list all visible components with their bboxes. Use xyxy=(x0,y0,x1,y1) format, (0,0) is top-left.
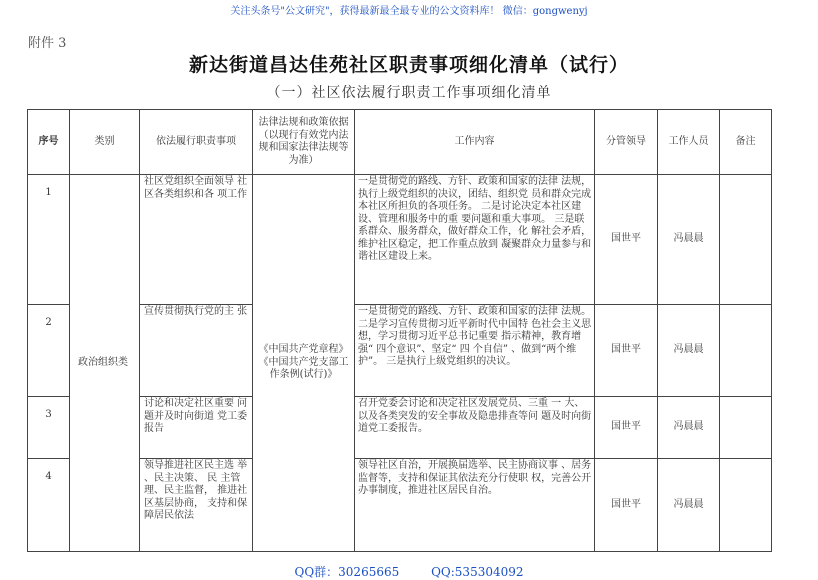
manager-cell: 国世平 xyxy=(595,397,658,459)
table-row xyxy=(28,397,772,459)
col-header-no: 序号 xyxy=(28,110,70,175)
table-row xyxy=(28,459,772,552)
qq-group-text: QQ群：30265665 xyxy=(294,565,400,579)
worker-cell: 冯晨晨 xyxy=(658,305,720,397)
table-row xyxy=(28,305,772,397)
table-header-row xyxy=(28,110,772,175)
row-number: 1 xyxy=(28,175,70,305)
remark-cell xyxy=(720,175,772,305)
remark-cell xyxy=(720,397,772,459)
worker-cell: 冯晨晨 xyxy=(658,175,720,305)
duty-table xyxy=(27,109,772,552)
qq-number-text: QQ:535304092 xyxy=(431,565,524,579)
page-title: 新达街道昌达佳苑社区职责事项细化清单（试行） xyxy=(188,54,629,76)
content-cell: 召开党委会讨论和决定社区发展党员、三重 一 大、以及各类突发的安全事故及隐患排查等问 题及时向街道党工委报告。 xyxy=(355,397,595,459)
attachment-label: 附件 3 xyxy=(28,36,67,51)
duty-cell: 讨论和决定社区重要 问题并及时向街道 党工委报告 xyxy=(140,397,253,459)
law-basis-cell: 《中国共产党章程》 《中国共产党支部工 作条例(试行)》 xyxy=(253,175,355,552)
duty-cell: 社区党组织全面领导 社区各类组织和各 项工作 xyxy=(140,175,253,305)
top-promo-note: 关注头条号"公文研究"，获得最新最全最专业的公文资料库！ 微信：gongwenyj xyxy=(230,6,588,17)
col-header-content: 工作内容 xyxy=(355,110,595,175)
row-number: 3 xyxy=(28,397,70,459)
category-cell: 政治组织类 xyxy=(70,175,140,552)
page-subtitle: （一）社区依法履行职责工作事项细化清单 xyxy=(266,85,552,101)
col-header-law: 法律法规和政策依据 （以现行有效党内法 规和国家法律法规等 为准） xyxy=(253,110,355,175)
worker-cell: 冯晨晨 xyxy=(658,459,720,552)
row-number: 2 xyxy=(28,305,70,397)
manager-cell: 国世平 xyxy=(595,305,658,397)
duty-cell: 领导推进社区民主选 举 、民主决策、 民 主管理、民主监督， 推进社区基层协商， 支持和保障居民依法 xyxy=(140,459,253,552)
col-header-remark: 备注 xyxy=(720,110,772,175)
table-row xyxy=(28,175,772,305)
worker-cell: 冯晨晨 xyxy=(658,397,720,459)
duty-cell: 宣传贯彻执行党的主 张 xyxy=(140,305,253,397)
col-header-category: 类别 xyxy=(70,110,140,175)
col-header-worker: 工作人员 xyxy=(658,110,720,175)
content-cell: 一是贯彻党的路线、方针、政策和国家的法律 法规，执行上级党组织的决议，团结、组织党 员和群众完成本社区所担负的各项任务。 二是讨论决定本社区建设、管理和服务中的重 要问题和重大事项。 三是联系群众、服务群众，做好群众工作，化 解社会矛盾，维护社区稳定，把工作重点放到 凝聚群众力量参与和谐社区建设上来。 xyxy=(355,175,595,305)
manager-cell: 国世平 xyxy=(595,459,658,552)
manager-cell: 国世平 xyxy=(595,175,658,305)
col-header-duty: 依法履行职责事项 xyxy=(140,110,253,175)
footer-contact xyxy=(0,563,818,580)
remark-cell xyxy=(720,459,772,552)
col-header-manager: 分管领导 xyxy=(595,110,658,175)
content-cell: 一是贯彻党的路线、方针、政策和国家的法律 法规。二是学习宣传贯彻习近平新时代中国特 色社会主义思想，学习贯彻习近平总书记重要 指示精神，教育增强“ 四个意识”、坚定“ 四 个自信” 、做到“两个维护”。 三是执行上级党组织的决议。 xyxy=(355,305,595,397)
content-cell: 领导社区自治，开展换届选举、民主协商议事 、居务监督等，支持和保证其依法充分行使职 权，完善公开办事制度，推进社区居民自治。 xyxy=(355,459,595,552)
row-number: 4 xyxy=(28,459,70,552)
remark-cell xyxy=(720,305,772,397)
